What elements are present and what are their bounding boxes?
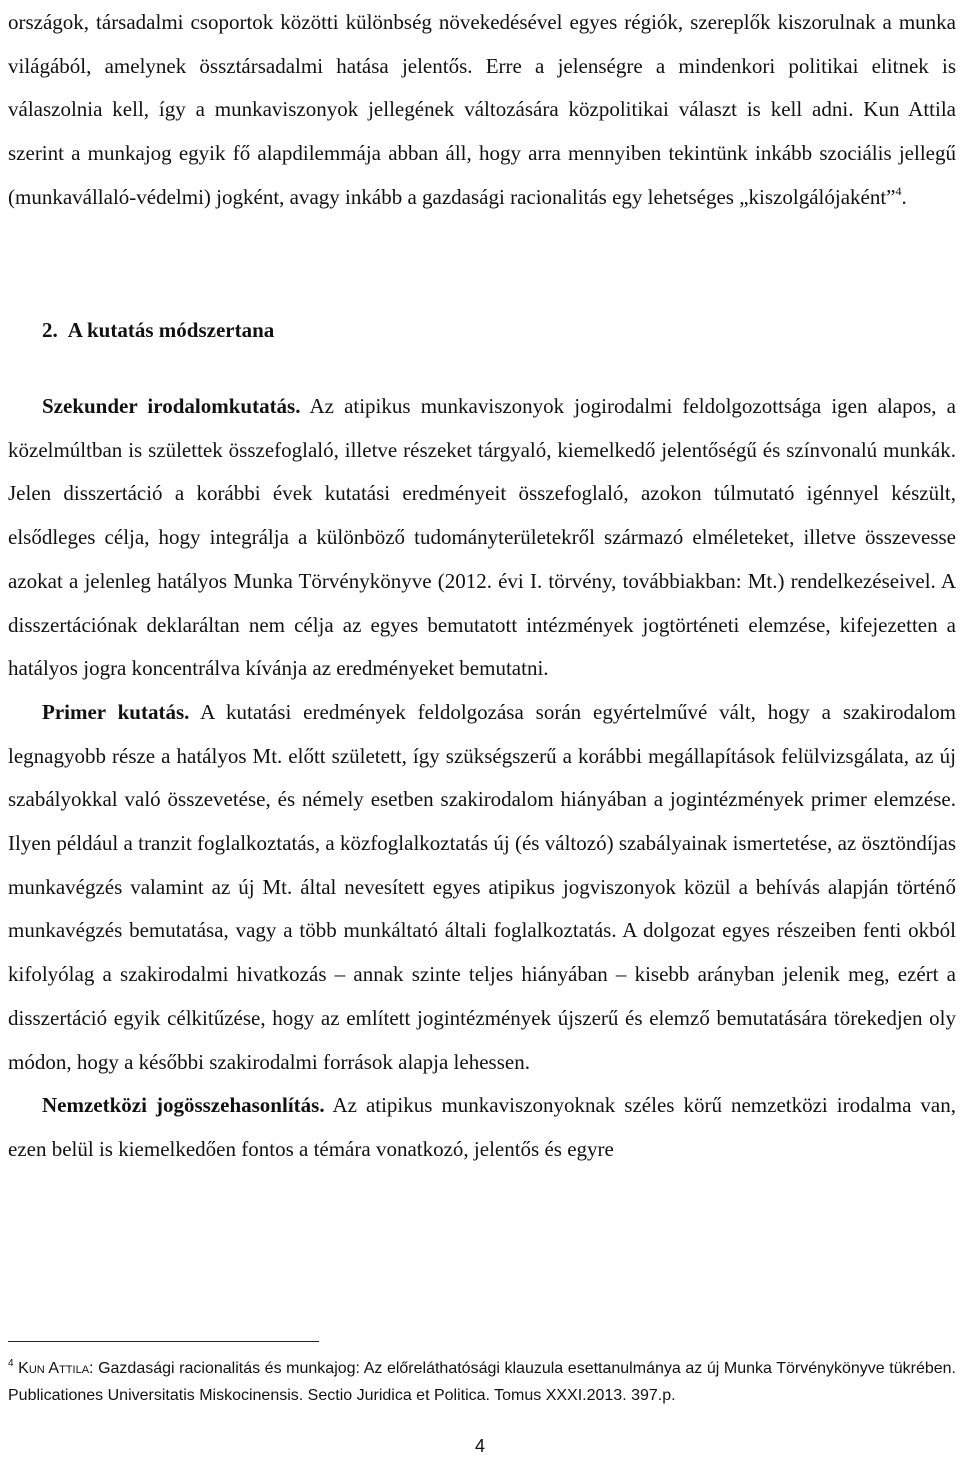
page-number: 4 [474, 1436, 485, 1456]
intro-paragraph [8, 1, 956, 220]
international-comparison-label: Nemzetközi jogösszehasonlítás. [42, 1093, 325, 1118]
footnote-text: : Gazdasági racionalitás és munkajog: Az előreláthatósági klauzula esettanulmánya az új Munka Törvénykönyve tükrében. Publicationes Universitatis Miskocinensis. Sectio Juridica et Politica. Tomus XXXI.2013. 397.p. [8, 1360, 956, 1404]
primary-research-text: A kutatási eredmények feldolgozása során egyértelművé vált, hogy a szakirodalom legnagyobb része a hatályos Mt. előtt született, így szükségszerű a korábbi megállapítások felülvizsgálata, az új szabályokkal való összevetése, és némely esetben szakirodalom hiányában a jogintézmények primer elemzése. Ilyen például a tranzit foglalkoztatás, a közfoglalkoztatás új (és változó) szabályainak ismertetése, az ösztöndíjas munkavégzés valamint az új Mt. által nevesített egyes atipikus jogviszonyok közül a behívás alapján történő munkavégzés bemutatása, vagy a több munkáltató általi foglalkoztatás. A dolgozat egyes részeiben fenti okból kifolyólag a szakirodalmi hivatkozás – annak szinte teljes hiányában – kisebb arányban jelenik meg, ezért a disszertáció egyik célkitűzése, hogy az említett jogintézmények újszerű és elemző bemutatására törekedjen oly módon, hogy a későbbi szakirodalmi források alapja lehessen. [8, 699, 956, 1074]
section-number: 2. [42, 318, 58, 342]
secondary-research-label: Szekunder irodalomkutatás. [42, 394, 301, 418]
primary-research-paragraph [8, 691, 956, 1084]
section-heading [42, 315, 274, 345]
section-title: A kutatás módszertana [67, 318, 275, 342]
intro-end: . [901, 184, 907, 209]
footnote [8, 1355, 956, 1409]
secondary-research-text: Az atipikus munkaviszonyok jogirodalmi feldolgozottsága igen alapos, a közelmúltban is születtek összefoglaló, illetve részeket tárgyaló, kiemelkedő jelentőségű és színvonalú munkák. Jelen disszertáció a korábbi évek kutatási eredményeit összefoglaló, azokon túlmutató igénnyel készült, elsődleges célja, hogy integrálja a különböző tudományterületekről származó elméleteket, illetve összevesse azokat a jelenleg hatályos Munka Törvénykönyve (2012. évi I. törvény, továbbiakban: Mt.) rendelkezéseivel. A disszertációnak deklaráltan nem célja az egyes bemutatott intézmények jogtörténeti elemzése, kifejezetten a hatályos jogra koncentrálva kívánja az eredményeket bemutatni. [8, 394, 956, 681]
footnote-reference[interactable]: 4 [895, 183, 902, 198]
international-comparison-paragraph [8, 1084, 956, 1171]
secondary-research-paragraph [8, 385, 956, 691]
intro-text: országok, társadalmi csoportok közötti különbség növekedésével egyes régiók, szereplők kiszorulnak a munka világából, amelynek össztársadalmi hatása jelentős. Erre a jelenségre a mindenkori politikai elitnek is válaszolnia kell, így a munkaviszonyok jellegének változására közpolitikai választ is kell adni. Kun Attila szerint a munkajog egyik fő alapdilemmája abban áll, hogy arra mennyiben tekintünk inkább szociális jellegű (munkavállaló-védelmi) jogként, avagy inkább a gazdasági racionalitás egy lehetséges „kiszolgálójaként” [8, 10, 956, 209]
primary-research-label: Primer kutatás. [42, 699, 190, 724]
footnote-number: 4 [8, 1358, 14, 1369]
footnote-separator [8, 1341, 319, 1342]
international-comparison-text: Az atipikus munkaviszonyoknak széles körű nemzetközi irodalma van, ezen belül is kiemelkedően fontos a témára vonatkozó, jelentős és egyre [8, 1093, 957, 1161]
body-paragraphs [8, 385, 956, 1172]
intro-paragraph-block [8, 1, 956, 220]
footnote-author: Kun Attila [18, 1360, 90, 1377]
